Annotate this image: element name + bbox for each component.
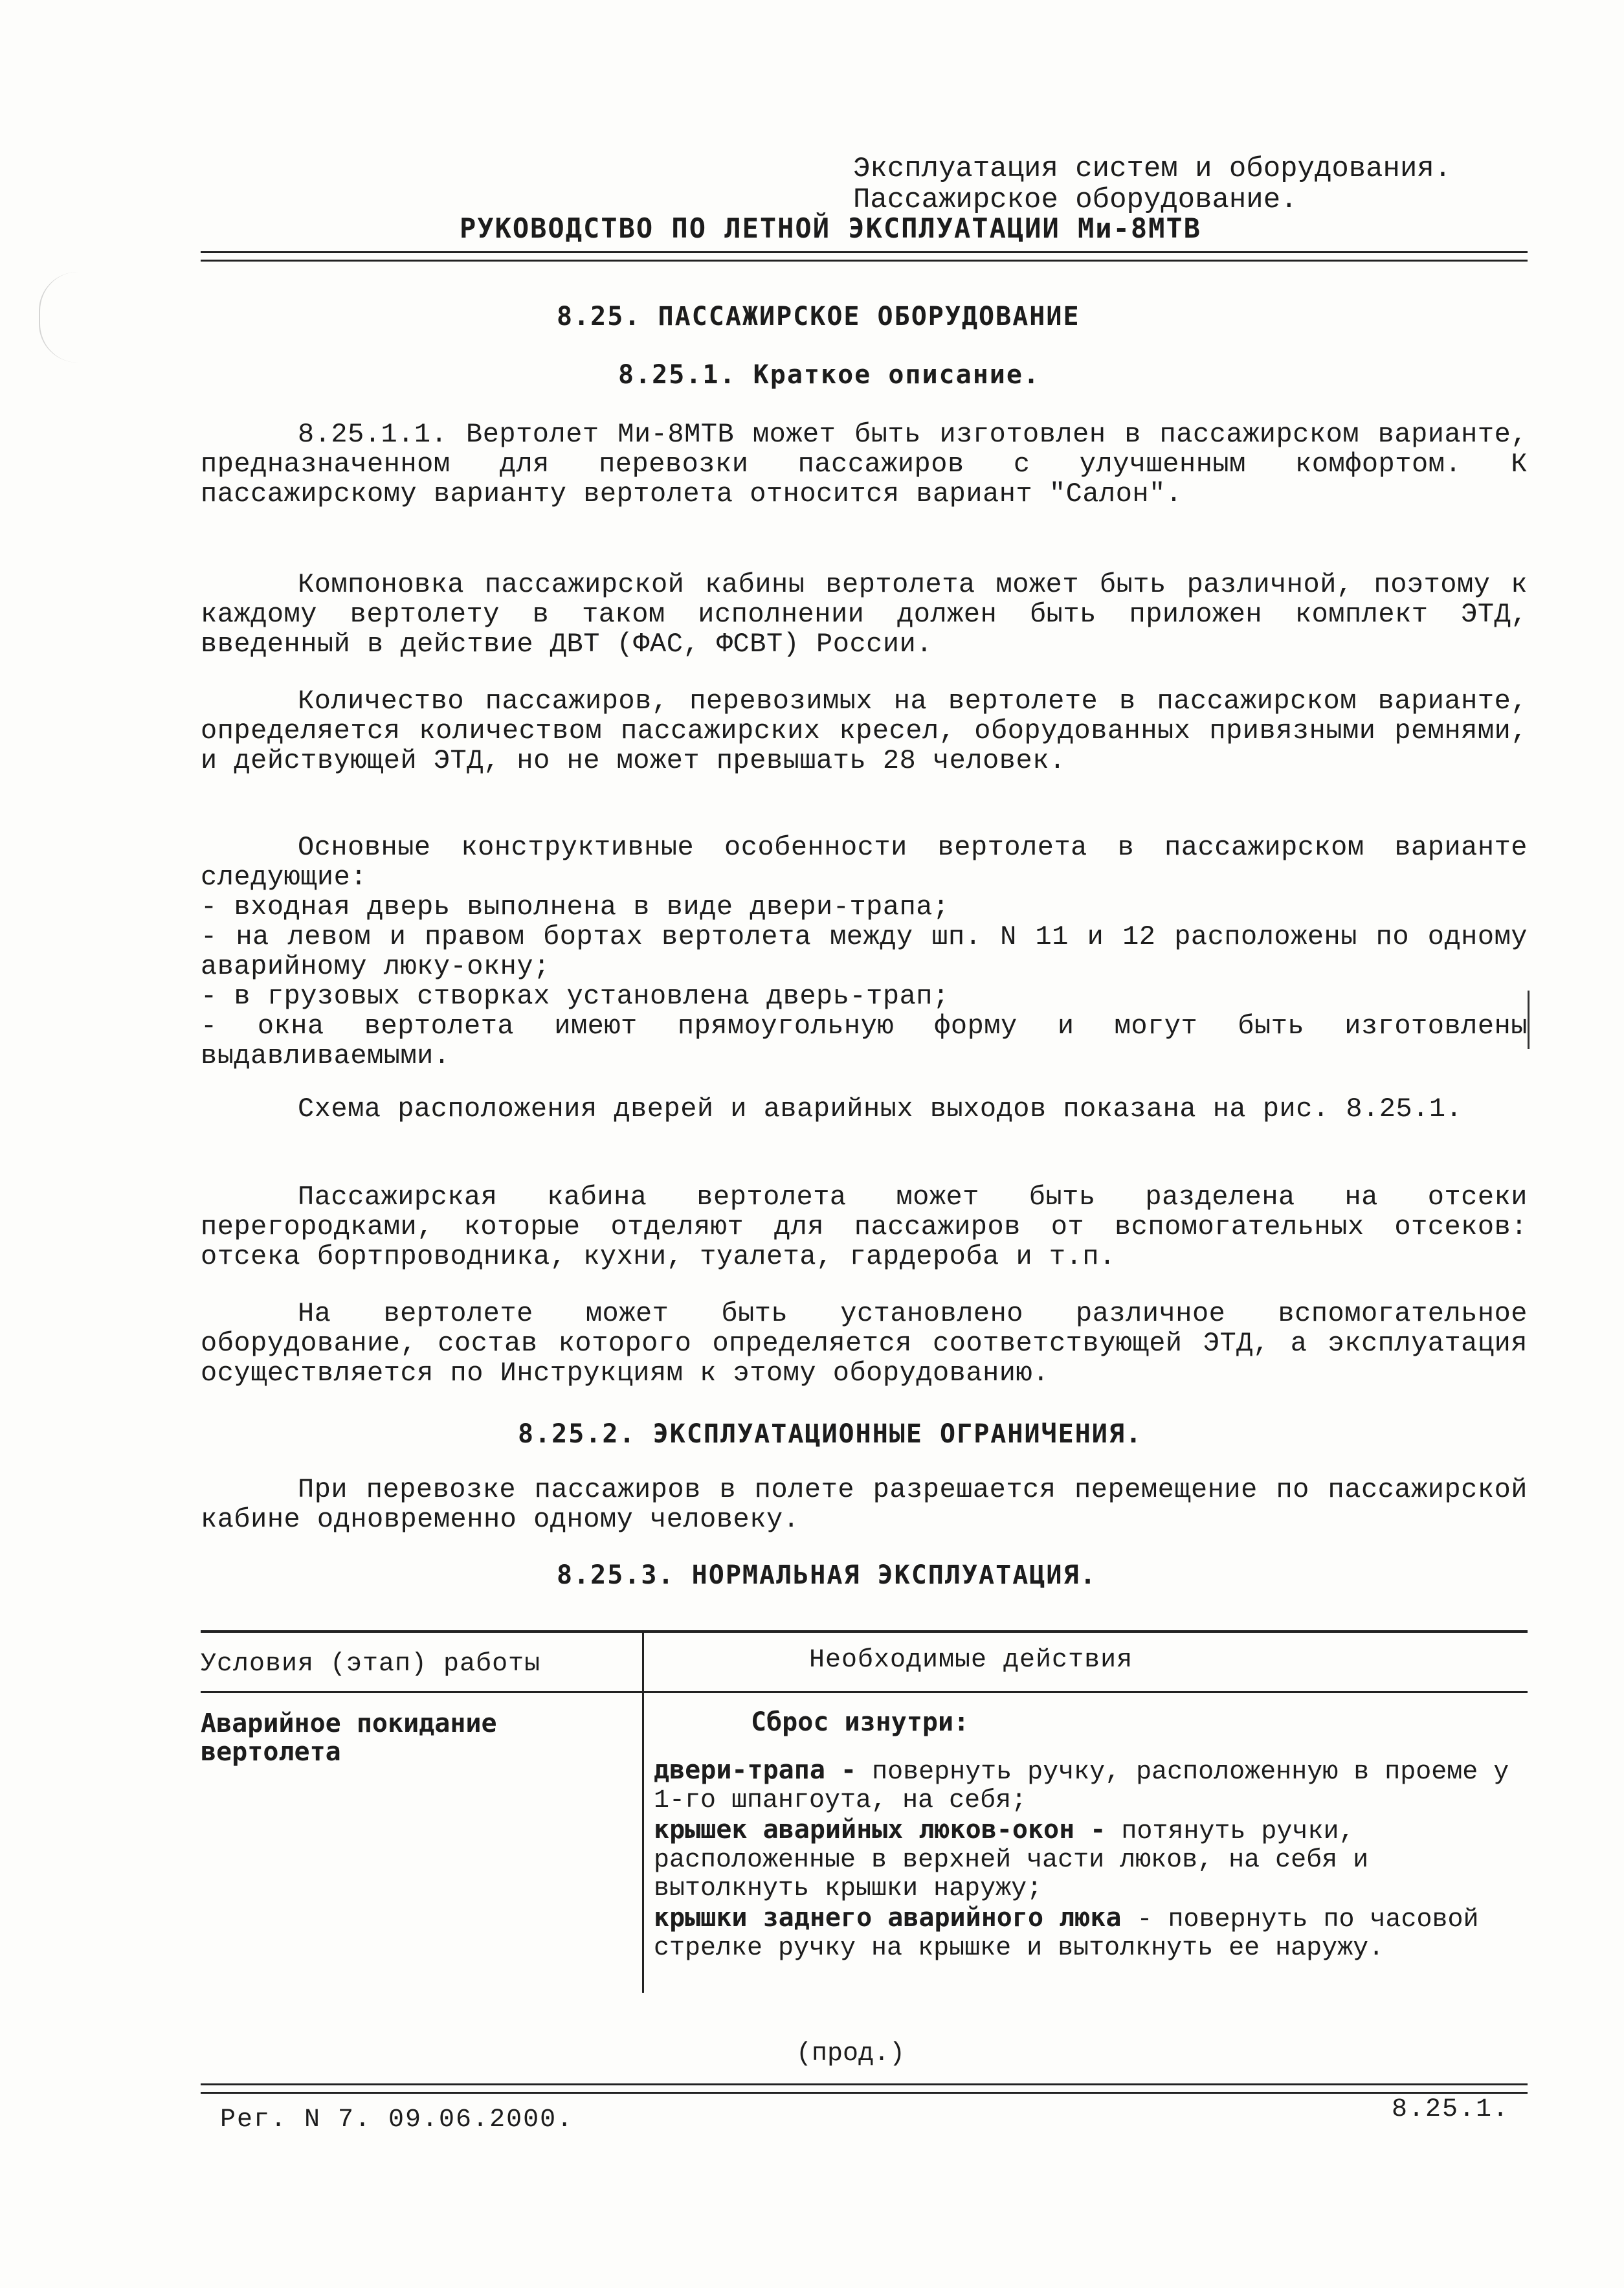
action-item-term: крышек аварийных люков-окон - <box>654 1815 1106 1845</box>
paragraph-8: При перевозке пассажиров в полете разрешается перемещение по пассажирской кабине одновременно одному человеку. <box>201 1474 1528 1535</box>
action-item <box>654 1903 1534 1963</box>
action-item-text: повернуть ручку, расположенную в проеме у 1-го шпангоута, на себя; <box>654 1758 1509 1815</box>
table-column-divider <box>642 1630 644 1993</box>
header-line-1: Эксплуатация систем и оборудования. <box>853 153 1452 185</box>
footer-divider <box>201 2083 1528 2094</box>
paragraph-4: Основные конструктивные особенности вертолета в пассажирском варианте следующие: - входная дверь выполнена в виде двери-трапа; - на левом и правом бортах вертолета между шп. N 11 и 12 расположены по одному аварийному люку-окну; - в грузовых створках установлена дверь-трап; - окна вертолета имеют прямоугольную форму и могут быть изготовлены выдавливаемыми. <box>201 832 1528 1071</box>
paragraph-7: На вертолете может быть установлено различное вспомогательное оборудование, состав которого определяется соответствующей ЭТД, а эксплуатация осуществляется по Инструкциям к этому оборудованию. <box>201 1298 1528 1389</box>
action-item-term: двери-трапа - <box>654 1755 857 1785</box>
header-line-2: Пассажирское оборудование. <box>853 184 1298 216</box>
revision-bar <box>1528 991 1529 1049</box>
table-cell-actions <box>654 1708 1534 1963</box>
subsection-title-3: 8.25.3. НОРМАЛЬНАЯ ЭКСПЛУАТАЦИЯ. <box>557 1560 1097 1590</box>
section-title: 8.25. ПАССАЖИРСКОЕ ОБОРУДОВАНИЕ <box>557 302 1080 331</box>
table-header-conditions: Условия (этап) работы <box>201 1650 541 1679</box>
continued-note: (прод.) <box>796 2039 906 2069</box>
subsection-title-1: 8.25.1. Краткое описание. <box>618 360 1041 390</box>
action-item-text: - повернуть по часовой стрелке ручку на крышке и вытолкнуть ее наружу. <box>654 1905 1479 1963</box>
paragraph-3: Количество пассажиров, перевозимых на вертолете в пассажирском варианте, определяется количеством пассажирских кресел, оборудованных привязными ремнями, и действующей ЭТД, но не может превышать 28 человек. <box>201 686 1528 776</box>
action-item <box>654 1756 1534 1815</box>
action-item-term: крышки заднего аварийного люка <box>654 1903 1122 1933</box>
header-manual-title: РУКОВОДСТВО ПО ЛЕТНОЙ ЭКСПЛУАТАЦИИ Ми-8МТВ <box>460 212 1202 244</box>
table-cell-condition: Аварийное покидание вертолета <box>201 1709 497 1767</box>
table-header-actions: Необходимые действия <box>809 1646 1133 1675</box>
footer-registration: Рег. N 7. 09.06.2000. <box>220 2105 574 2135</box>
actions-subheading: Сброс изнутри: <box>751 1707 970 1737</box>
table-top-border <box>201 1630 1528 1633</box>
paragraph-1: 8.25.1.1. Вертолет Ми-8МТВ может быть изготовлен в пассажирском варианте, предназначенном для перевозки пассажиров с улучшенным комфортом. К пассажирскому варианту вертолета относится вариант "Салон". <box>201 419 1528 510</box>
paragraph-6: Пассажирская кабина вертолета может быть разделена на отсеки перегородками, которые отделяют для пассажиров от вспомогательных отсеков: отсека бортпроводника, кухни, туалета, гардероба и т.п. <box>201 1182 1528 1272</box>
subsection-title-2: 8.25.2. ЭКСПЛУАТАЦИОННЫЕ ОГРАНИЧЕНИЯ. <box>518 1419 1143 1449</box>
paragraph-2: Компоновка пассажирской кабины вертолета может быть различной, поэтому к каждому вертолету в таком исполнении должен быть приложен комплект ЭТД, введенный в действие ДВТ (ФАС, ФСВТ) России. <box>201 569 1528 660</box>
action-item-text: потянуть ручки, расположенные в верхней части люков, на себя и вытолкнуть крышки наружу; <box>654 1817 1369 1903</box>
table-header-border <box>201 1691 1528 1693</box>
action-item <box>654 1815 1534 1903</box>
punch-hole-mark <box>39 272 118 363</box>
page-number: 8.25.1. <box>1392 2095 1510 2124</box>
header-divider <box>201 251 1528 262</box>
paragraph-5: Схема расположения дверей и аварийных выходов показана на рис. 8.25.1. <box>298 1094 1463 1125</box>
